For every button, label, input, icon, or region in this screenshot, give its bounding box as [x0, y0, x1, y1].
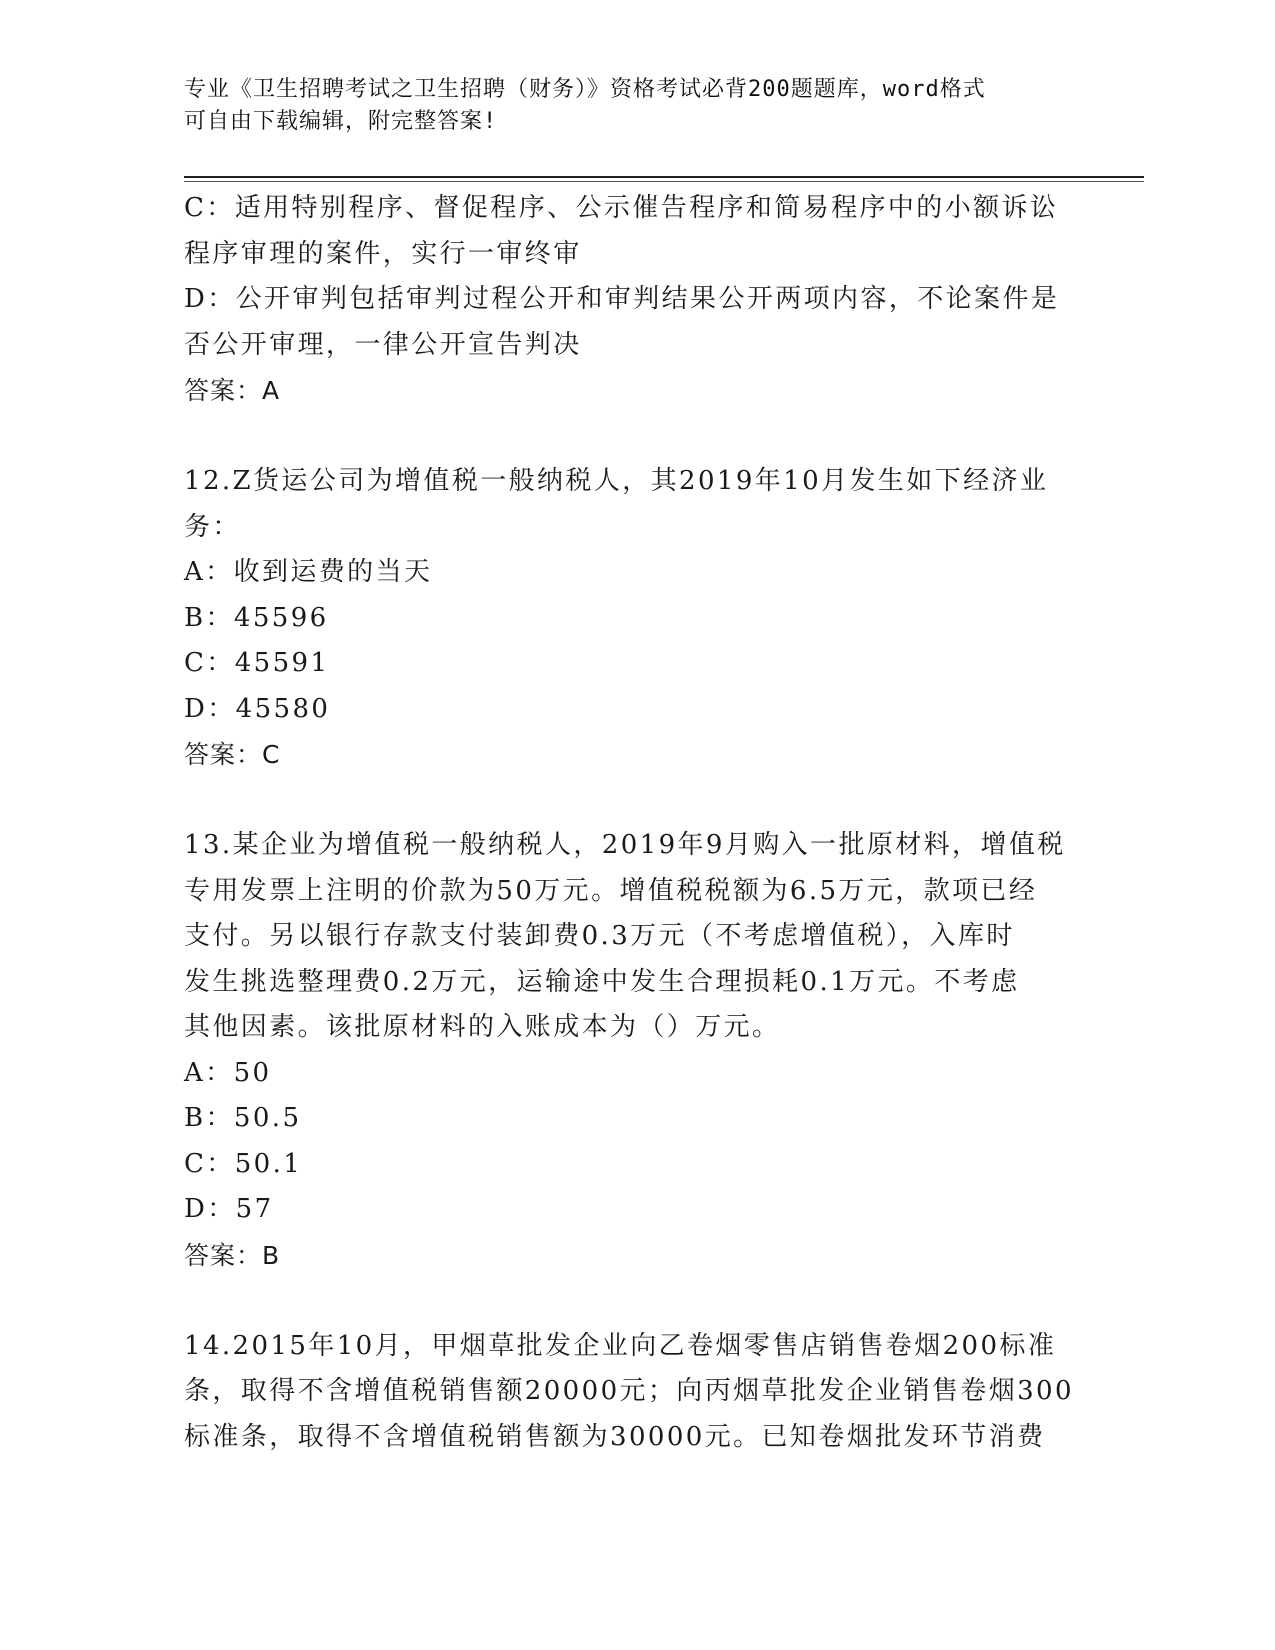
header-title-line-1: 专业《卫生招聘考试之卫生招聘（财务）》资格考试必背200题题库，word格式 — [184, 77, 986, 102]
q13-option-c: C：50.1 — [184, 1148, 303, 1179]
q13-option-b: B：50.5 — [184, 1103, 302, 1133]
q12-stem-line-2: 务： — [184, 511, 241, 542]
page-header — [184, 74, 1064, 138]
q12-answer: 答案：C — [184, 740, 281, 769]
header-divider-thick — [184, 176, 1144, 178]
q13-stem-line-2: 专用发票上注明的价款为50万元。增值税税额为6.5万元，款项已经 — [184, 875, 1038, 906]
q11-option-d-line-2: 否公开审理，一律公开宣告判决 — [184, 329, 582, 360]
spacer — [184, 778, 1084, 824]
q12-option-d: D：45580 — [184, 693, 331, 724]
spacer — [184, 414, 1084, 460]
q12-option-a: A：收到运费的当天 — [184, 557, 433, 587]
q14-stem-line-1: 14.2015年10月，甲烟草批发企业向乙卷烟零售店销售卷烟200标准 — [184, 1330, 1057, 1361]
q11-answer: 答案：A — [184, 376, 281, 405]
q13-option-a: A：50 — [184, 1057, 272, 1088]
q13-stem-line-1: 13.某企业为增值税一般纳税人，2019年9月购入一批原材料，增值税 — [184, 830, 1066, 860]
spacer — [184, 1278, 1084, 1324]
question-11 — [184, 186, 1084, 414]
q12-option-b: B：45596 — [184, 602, 329, 633]
q11-option-c-line-2: 程序审理的案件，实行一审终审 — [184, 238, 582, 269]
q14-stem-line-2: 条，取得不含增值税销售额20000元；向丙烟草批发企业销售卷烟300 — [184, 1376, 1074, 1406]
question-content — [184, 186, 1084, 1460]
q12-option-c: C：45591 — [184, 648, 330, 678]
q13-answer: 答案：B — [184, 1240, 281, 1270]
q12-stem-line-1: 12.Z货运公司为增值税一般纳税人，其2019年10月发生如下经济业 — [184, 466, 1049, 496]
q13-stem-line-4: 发生挑选整理费0.2万元，运输途中发生合理损耗0.1万元。不考虑 — [184, 966, 1020, 997]
header-title-line-2: 可自由下载编辑，附完整答案! — [184, 109, 498, 134]
q11-option-d-line-1: D：公开审判包括审判过程公开和审判结果公开两项内容，不论案件是 — [184, 284, 1060, 314]
header-divider-thin — [184, 181, 1144, 182]
question-12 — [184, 459, 1084, 778]
q13-option-d: D：57 — [184, 1194, 274, 1224]
question-13 — [184, 823, 1084, 1278]
q14-stem-line-3: 标准条，取得不含增值税销售额为30000元。已知卷烟批发环节消费 — [184, 1421, 1046, 1452]
q13-stem-line-3: 支付。另以银行存款支付装卸费0.3万元（不考虑增值税），入库时 — [184, 921, 1015, 951]
q11-option-c-line-1: C：适用特别程序、督促程序、公示催告程序和简易程序中的小额诉讼 — [184, 193, 1059, 223]
question-14 — [184, 1324, 1084, 1461]
q13-stem-line-5: 其他因素。该批原材料的入账成本为（）万元。 — [184, 1012, 781, 1042]
